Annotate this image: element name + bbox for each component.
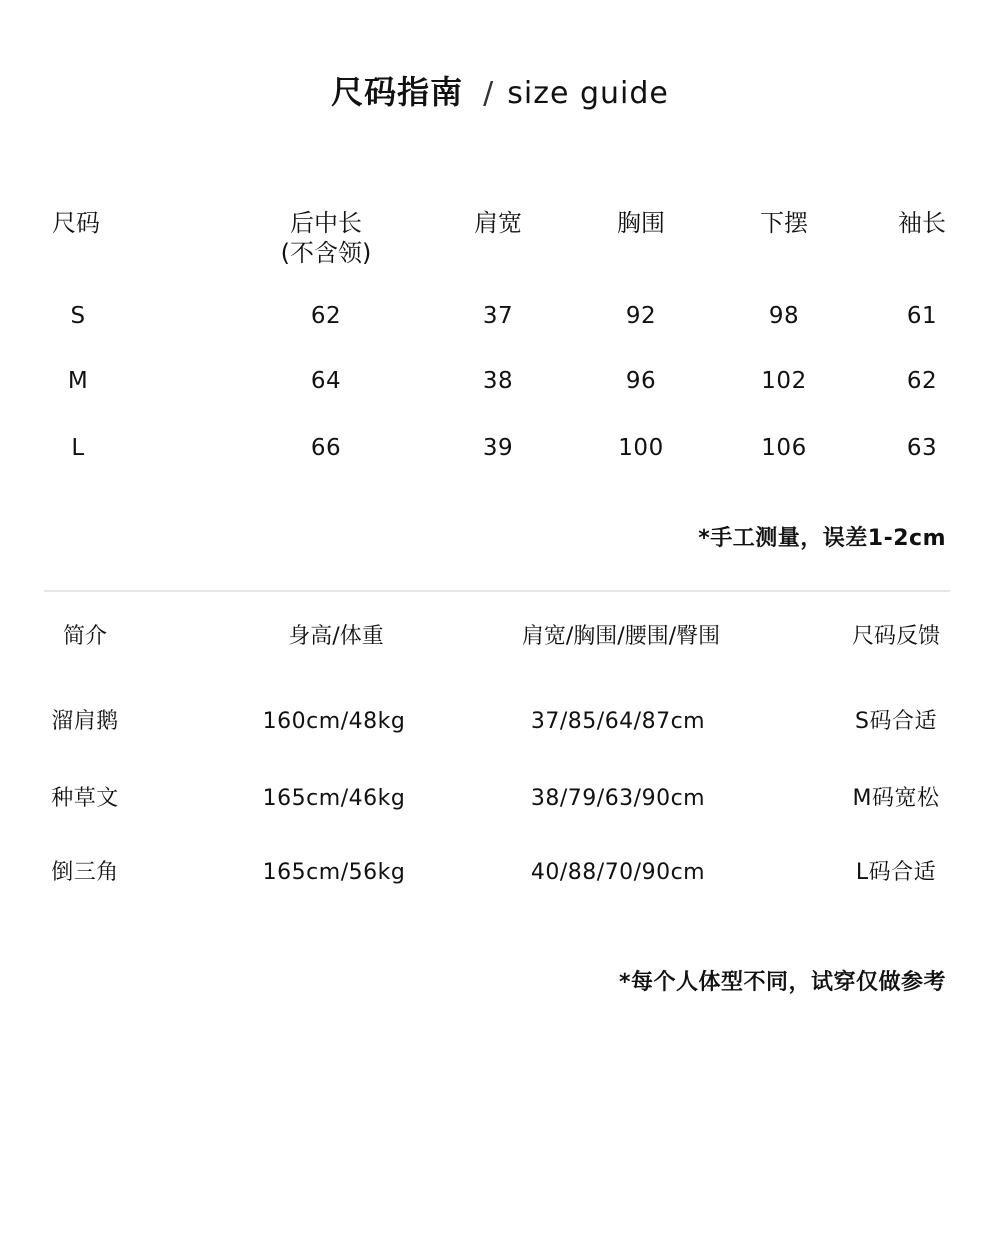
table-cell: 39 bbox=[482, 435, 514, 461]
fit-header-height-weight: 身高/体重 bbox=[288, 624, 384, 649]
table-cell: 37/85/64/87cm bbox=[530, 709, 706, 734]
table-cell: L码合适 bbox=[855, 860, 937, 885]
table-cell: 倒三角 bbox=[51, 860, 119, 885]
table-cell: 165cm/46kg bbox=[262, 786, 406, 811]
size-header-size: 尺码 bbox=[52, 209, 100, 237]
table-cell: 37 bbox=[482, 303, 514, 329]
table-cell: 63 bbox=[906, 435, 938, 461]
table-cell: 98 bbox=[768, 303, 800, 329]
size-header-back-length-label: 后中长 bbox=[289, 209, 362, 237]
table-cell: 38 bbox=[482, 368, 514, 394]
title-english: size guide bbox=[507, 76, 669, 111]
table-cell: 61 bbox=[906, 303, 938, 329]
size-header-hem: 下摆 bbox=[760, 209, 808, 237]
table-cell: 62 bbox=[906, 368, 938, 394]
measurement-note: *手工测量，误差1-2cm bbox=[698, 526, 946, 551]
table-cell: L bbox=[71, 435, 85, 461]
table-cell: M bbox=[67, 368, 89, 394]
table-cell: 溜肩鹅 bbox=[51, 709, 119, 734]
table-cell: 38/79/63/90cm bbox=[530, 786, 706, 811]
fit-note: *每个人体型不同，试穿仅做参考 bbox=[618, 970, 946, 995]
fit-header-profile: 简介 bbox=[62, 624, 108, 649]
table-cell: 40/88/70/90cm bbox=[530, 860, 706, 885]
size-header-chest: 胸围 bbox=[617, 209, 665, 237]
size-header-back-length-note: (不含领) bbox=[280, 239, 372, 267]
table-cell: 种草文 bbox=[51, 786, 119, 811]
section-divider bbox=[44, 590, 950, 592]
table-cell: 100 bbox=[618, 435, 664, 461]
fit-header-feedback: 尺码反馈 bbox=[851, 624, 941, 649]
table-cell: S bbox=[70, 303, 86, 329]
table-cell: 92 bbox=[625, 303, 657, 329]
table-cell: 64 bbox=[310, 368, 342, 394]
title-separator: / bbox=[483, 76, 494, 111]
fit-header-measurements: 肩宽/胸围/腰围/臀围 bbox=[521, 624, 721, 649]
size-header-sleeve: 袖长 bbox=[898, 209, 946, 237]
table-cell: S码合适 bbox=[855, 709, 937, 734]
size-header-shoulder: 肩宽 bbox=[474, 209, 522, 237]
table-cell: 62 bbox=[310, 303, 342, 329]
table-cell: 66 bbox=[310, 435, 342, 461]
title-chinese: 尺码指南 bbox=[331, 73, 464, 111]
size-header-back-length bbox=[281, 208, 372, 268]
table-cell: 96 bbox=[625, 368, 657, 394]
table-cell: M码宽松 bbox=[852, 786, 940, 811]
table-cell: 165cm/56kg bbox=[262, 860, 406, 885]
table-cell: 102 bbox=[761, 368, 807, 394]
table-cell: 160cm/48kg bbox=[262, 709, 406, 734]
table-cell: 106 bbox=[761, 435, 807, 461]
page-title bbox=[0, 70, 1000, 120]
